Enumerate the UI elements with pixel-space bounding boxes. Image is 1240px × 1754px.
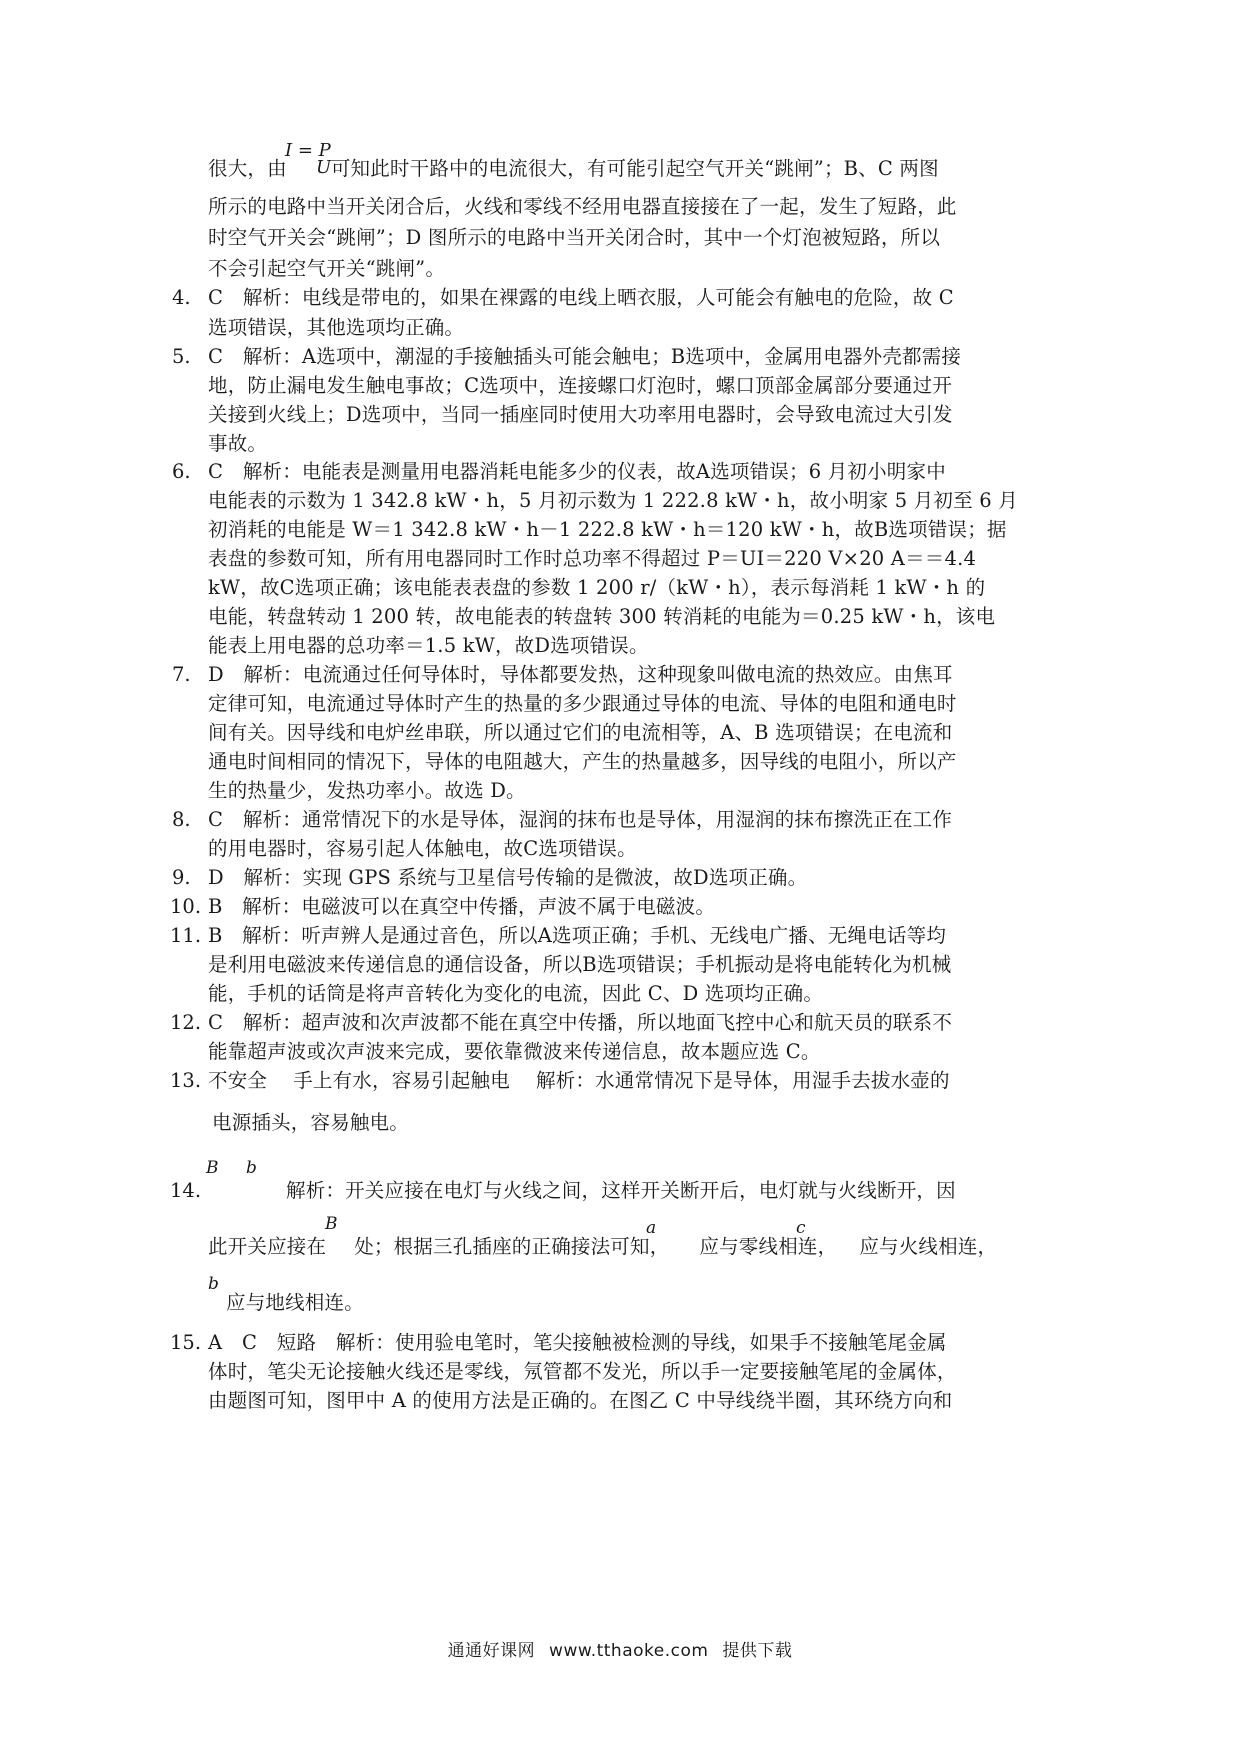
text-line: 的用电器时，容易引起人体触电，故C选项错误。 [208,837,637,860]
text-line: 通电时间相同的情况下，导体的电阻越大，产生的热量越多，因导线的电阻小，所以产 [208,750,957,773]
text-line: 能，手机的话筒是将声音转化为变化的电流，因此 C、D 选项均正确。 [208,982,824,1005]
text-line: 地，防止漏电发生触电事故；C选项中，连接螺口灯泡时，螺口顶部金属部分要通过开 [208,374,953,397]
text-line: 是利用电磁波来传递信息的通信设备，所以B选项错误；手机振动是将电能转化为机械 [208,953,952,976]
formula-denominator: U [316,157,332,178]
text-line: C 解析：电能表是测量用电器消耗电能多少的仪表，故A选项错误；6 月初小明家中 [208,460,946,483]
text-line: 所示的电路中当开关闭合后，火线和零线不经用电器直接接在了一起，发生了短路，此 [208,195,957,218]
text-line: 能靠超声波或次声波来完成，要依靠微波来传递信息，故本题应选 C。 [208,1040,821,1063]
answer-symbol: a [646,1218,657,1238]
answer-symbol: B [206,1158,219,1178]
item-number: 7. [172,663,191,686]
item-number: 13. [170,1069,202,1092]
item-number: 14. [170,1179,202,1202]
text-line: B 解析：听声辨人是通过音色，所以A选项正确；手机、无线电广播、无绳电话等均 [208,924,947,947]
item-number: 5. [172,345,191,368]
text-line: A C 短路 解析：使用验电笔时，笔尖接触被检测的导线，如果手不接触笔尾金属 [208,1331,947,1354]
text-line: 此开关应接在 处；根据三孔插座的正确接法可知， 应与零线相连， 应与火线相连， [208,1235,998,1258]
page-footer [0,1636,1240,1661]
text-line: 间有关。因导线和电炉丝串联，所以通过它们的电流相等，A、B 选项错误；在电流和 [208,721,953,744]
text-line: 解析：开关应接在电灯与火线之间，这样开关断开后，电灯就与火线断开，因 [286,1179,956,1202]
item-number: 9. [172,866,191,889]
text-line: 定律可知，电流通过导体时产生的热量的多少跟通过导体的电流、导体的电阻和通电时 [208,692,957,715]
text-line: C 解析：A选项中，潮湿的手接触插头可能会触电；B选项中，金属用电器外壳都需接 [208,345,962,368]
text-line: 生的热量少，发热功率小。故选 D。 [208,779,526,802]
text-line: 不会引起空气开关“跳闸”。 [208,257,446,280]
text-line: D 解析：电流通过任何导体时，导体都要发热，这种现象叫做电流的热效应。由焦耳 [208,663,953,686]
item-number: 12. [170,1011,202,1034]
item-number: 8. [172,808,191,831]
answer-symbol: b [208,1274,219,1294]
text-line: D 解析：实现 GPS 系统与卫星信号传输的是微波，故D选项正确。 [208,866,808,889]
text-line: 表盘的参数可知，所有用电器同时工作时总功率不得超过 P＝UI＝220 V×20 A＝＝4.4 [208,547,977,570]
text-line: 电源插头，容易触电。 [212,1111,410,1134]
text-line: 事故。 [208,432,268,455]
answer-symbol: b [246,1158,257,1178]
item-number: 10. [170,895,202,918]
text-line: 能表上用电器的总功率＝1.5 kW，故D选项错误。 [208,634,649,657]
text-line: 应与地线相连。 [226,1291,364,1314]
text-line: kW，故C选项正确；该电能表表盘的参数 1 200 r/（kW・h），表示每消耗 1 kW・h 的 [208,576,986,599]
footer-tail: 提供下载 [722,1641,793,1661]
answer-symbol: B [325,1214,338,1234]
footer-url[interactable]: www.tthaoke.com [549,1641,709,1661]
text-line: 初消耗的电能是 W＝1 342.8 kW・h－1 222.8 kW・h＝120 kW・h，故B选项错误；据 [208,518,1007,541]
text-line: 时空气开关会“跳闸”；D 图所示的电路中当开关闭合时，其中一个灯泡被短路，所以 [208,226,941,249]
text-line: 电能表的示数为 1 342.8 kW・h，5 月初示数为 1 222.8 kW・h，故小明家 5 月初至 6 月 [208,489,1018,512]
text-line: C 解析：电线是带电的，如果在裸露的电线上晒衣服，人可能会有触电的危险，故 C [208,286,954,309]
text-line: 选项错误，其他选项均正确。 [208,316,465,339]
text-line: C 解析：超声波和次声波都不能在真空中传播，所以地面飞控中心和航天员的联系不 [208,1011,953,1034]
footer-site-name: 通通好课网 [447,1641,536,1661]
text-line: 不安全 手上有水，容易引起触电 解析：水通常情况下是导体，用湿手去拔水壶的 [208,1069,950,1092]
text-line: C 解析：通常情况下的水是导体，湿润的抹布也是导体，用湿润的抹布擦洗正在工作 [208,808,953,831]
item-number: 4. [172,286,191,309]
text-line: 电能，转盘转动 1 200 转，故电能表的转盘转 300 转消耗的电能为＝0.25 kW・h，该电 [208,605,996,628]
text-line: 关接到火线上；D选项中，当同一插座同时使用大功率用电器时，会导致电流过大引发 [208,403,953,426]
item-number: 15. [170,1331,202,1354]
formula-numerator: I = P [285,140,331,161]
item-number: 6. [172,460,191,483]
item-number: 11. [170,924,202,947]
text-line: 体时，笔尖无论接触火线还是零线，氖管都不发光，所以手一定要接触笔尾的金属体， [208,1360,957,1383]
text-line: B 解析：电磁波可以在真空中传播，声波不属于电磁波。 [208,895,716,918]
text-line: 由题图可知，图甲中 A 的使用方法是正确的。在图乙 C 中导线绕半圈，其环绕方向和 [208,1389,953,1412]
text-line: 很大，由 可知此时干路中的电流很大，有可能引起空气开关“跳闸”；B、C 两图 [208,157,939,180]
answer-symbol: c [796,1218,806,1238]
